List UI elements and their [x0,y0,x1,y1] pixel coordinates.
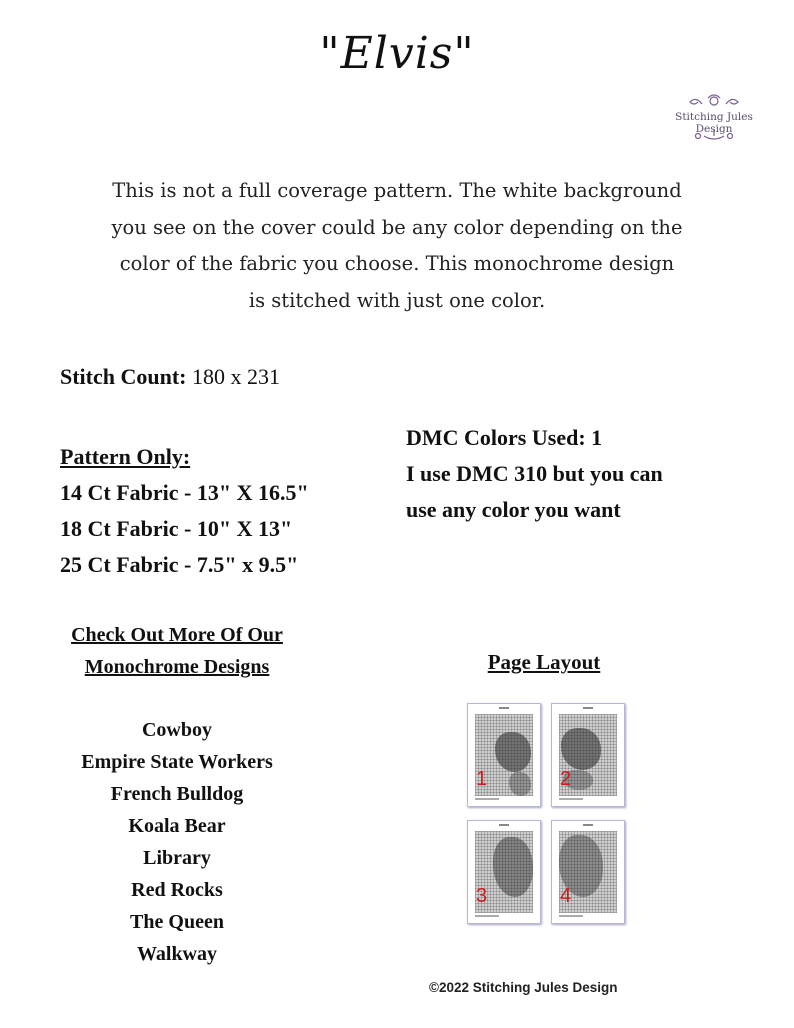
page-number: 4 [560,885,572,907]
design-list-item: Cowboy [141,719,212,741]
page-number: 1 [476,768,488,790]
page-number: 3 [476,885,488,907]
thumbnail-footer [475,915,499,917]
brand-logo [664,92,764,144]
page-thumbnail-3 [467,820,541,924]
pattern-only-heading: Pattern Only: [60,444,191,469]
pattern-only-section [60,439,309,583]
page-thumbnail-2 [551,703,625,807]
stitch-count [60,364,280,390]
design-list-item: The Queen [130,911,224,933]
intro-paragraph [92,173,702,319]
design-list [42,714,312,970]
logo-text: Stitching Jules Design [675,111,753,135]
intro-line: color of the fabric you choose. This monochrome design [119,252,675,275]
intro-line: This is not a full coverage pattern. The white background [112,179,682,202]
dmc-colors-section [406,420,663,528]
page-layout-heading: Page Layout [487,650,601,674]
stitch-count-value: 180 x 231 [192,364,281,389]
thumbnail-caption [499,824,509,826]
fabric-size-line: 25 Ct Fabric - 7.5" x 9.5" [60,552,299,577]
page-number: 2 [560,768,572,790]
more-designs-heading-line: Check Out More Of Our [71,624,283,646]
stitch-count-label: Stitch Count: [60,364,187,389]
thumbnail-caption [583,824,593,826]
more-designs-heading-line: Monochrome Designs [84,656,270,678]
fabric-size-line: 18 Ct Fabric - 10" X 13" [60,516,293,541]
design-list-item: Library [143,847,211,869]
page-thumbnail-1 [467,703,541,807]
thumbnail-caption [583,707,593,709]
design-list-item: Empire State Workers [81,751,273,773]
more-designs-heading [42,619,312,683]
intro-line: you see on the cover could be any color depending on the [111,215,683,239]
design-list-item: Walkway [136,943,218,965]
dmc-line: use any color you want [406,497,621,522]
design-list-item: Koala Bear [128,815,226,837]
dmc-line: I use DMC 310 but you can [406,461,663,486]
page-thumbnail-4 [551,820,625,924]
design-list-item: Red Rocks [131,879,223,901]
thumbnail-footer [475,798,499,800]
pattern-title: "Elvis" [319,28,475,79]
thumbnail-caption [499,707,509,709]
thumbnail-footer [559,915,583,917]
design-list-item: French Bulldog [110,783,244,805]
dmc-line: DMC Colors Used: 1 [406,425,603,450]
intro-line: is stitched with just one color. [248,288,546,312]
thumbnail-footer [559,798,583,800]
fabric-size-line: 14 Ct Fabric - 13" X 16.5" [60,480,309,505]
copyright-notice: ©2022 Stitching Jules Design [429,980,618,995]
